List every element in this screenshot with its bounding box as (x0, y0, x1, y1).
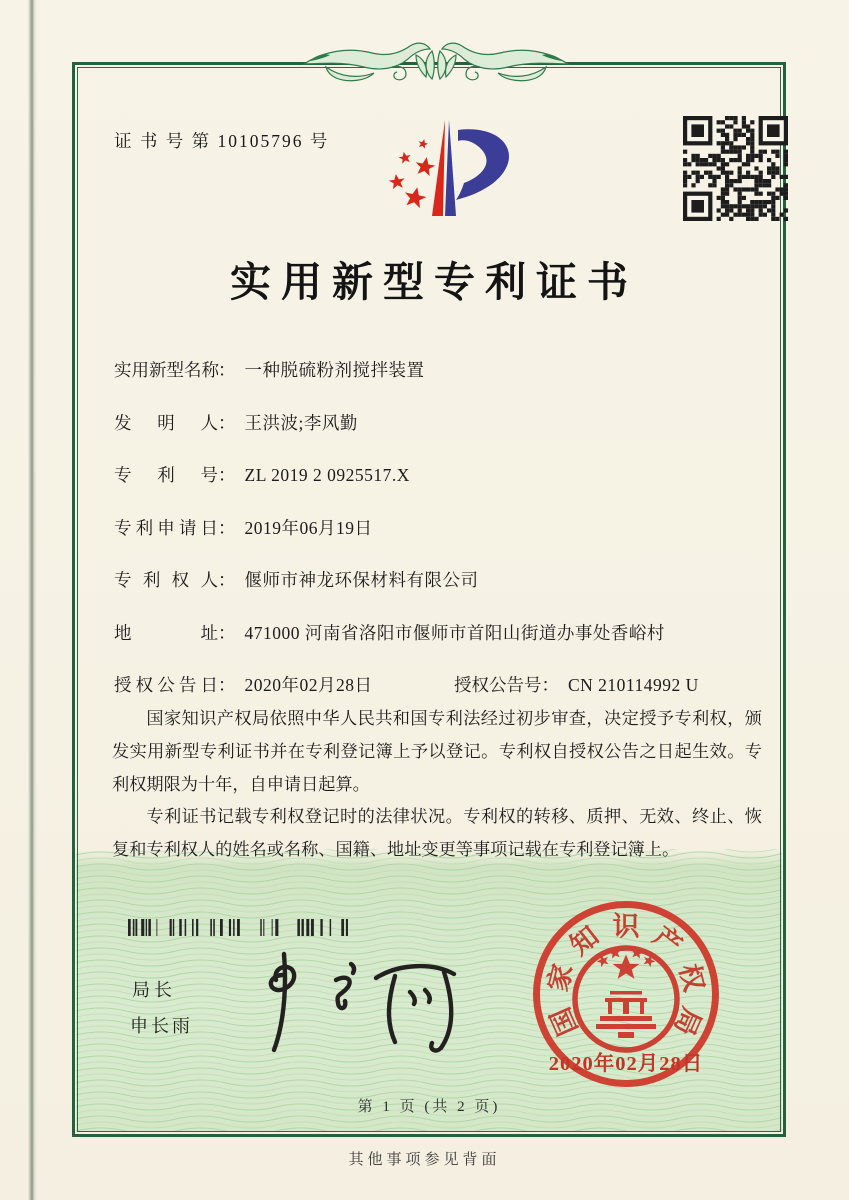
field-label: 发明人 (114, 412, 218, 433)
qr-code (683, 116, 788, 221)
dragon-ornament (296, 41, 576, 87)
field-value: 偃师市神龙环保材料有限公司 (244, 570, 479, 590)
legal-paragraph-2: 专利证书记载专利权登记时的法律状况。专利权的转移、质押、无效、终止、恢复和专利权人的姓名或名称、国籍、地址变更等事项记载在专利登记簿上。 (112, 807, 762, 860)
field-value: ZL 2019 2 0925517.X (244, 465, 410, 485)
legal-text (112, 703, 762, 867)
field-label: 专利号 (114, 465, 218, 485)
field-label: 实用新型名称 (114, 360, 219, 380)
field-value: 王洪波;李风勤 (244, 412, 358, 433)
seal-ring-char: 识 (612, 911, 640, 942)
field-value: 471000 河南省洛阳市偃师市首阳山街道办事处香峪村 (244, 622, 665, 643)
field-grant-number: 授权公告号 ： CN 210114992 U (454, 672, 699, 697)
national-emblem-icon (566, 937, 686, 1057)
seal-ring-char: 家 (542, 960, 579, 995)
seal-ring-char: 局 (668, 1003, 707, 1040)
field-grant-date: 授权公告日 ： 2020年02月28日 授权公告号 ： CN 210114992 U (114, 672, 764, 696)
back-note: 其他事项参见背面 (348, 1152, 501, 1168)
seal-ring-char: 知 (564, 920, 605, 961)
field-value: CN 210114992 U (568, 675, 699, 695)
field-address: 地址 ： 471000 河南省洛阳市偃师市首阳山街道办事处香峪村 (114, 620, 764, 644)
commissioner-signature (248, 948, 463, 1056)
field-inventors: 发明人 ： 王洪波;李风勤 (114, 410, 764, 434)
scan-edge-shadow (28, 0, 37, 1200)
certificate-title: 实用新型专利证书 (230, 259, 638, 305)
barcode (128, 919, 348, 936)
commissioner-title: 局长 (132, 980, 176, 1000)
field-patentee: 专利权人 ： 偃师市神龙环保材料有限公司 (114, 567, 764, 591)
field-label: 授权公告日 (114, 675, 218, 695)
field-label: 地址 (114, 622, 218, 643)
seal-date: 2020年02月28日 (548, 1053, 704, 1075)
seal-ring-char: 权 (673, 960, 710, 995)
seal-ring-char: 国 (545, 1003, 584, 1040)
certificate-number: 证 书 号 第 10105796 号 (114, 131, 330, 151)
field-label: 专利权人 (114, 570, 218, 590)
field-value: 2020年02月28日 (244, 675, 373, 695)
field-utility-model-name: 实用新型名称 ： 一种脱硫粉剂搅拌装置 (114, 357, 764, 381)
field-value: 一种脱硫粉剂搅拌装置 (244, 360, 425, 380)
field-filing-date: 专利申请日 ： 2019年06月19日 (114, 515, 764, 539)
field-label: 专利申请日 (114, 517, 218, 538)
certificate-fields (114, 357, 764, 725)
commissioner-name: 申长雨 (130, 1016, 193, 1036)
page-number: 第 1 页 (共 2 页) (357, 1099, 501, 1115)
cnipa-logo-icon (368, 106, 540, 234)
seal-ring-char: 产 (647, 920, 688, 961)
legal-paragraph-1: 国家知识产权局依照中华人民共和国专利法经过初步审查，决定授予专利权，颁发实用新型专利证书并在专利登记簿上予以登记。专利权自授权公告之日起生效。专利权期限为十年，自申请日起算。 (112, 709, 762, 794)
field-value: 2019年06月19日 (244, 517, 373, 538)
field-patent-number: 专利号 ： ZL 2019 2 0925517.X (114, 462, 764, 486)
field-label: 授权公告号 (454, 675, 542, 695)
